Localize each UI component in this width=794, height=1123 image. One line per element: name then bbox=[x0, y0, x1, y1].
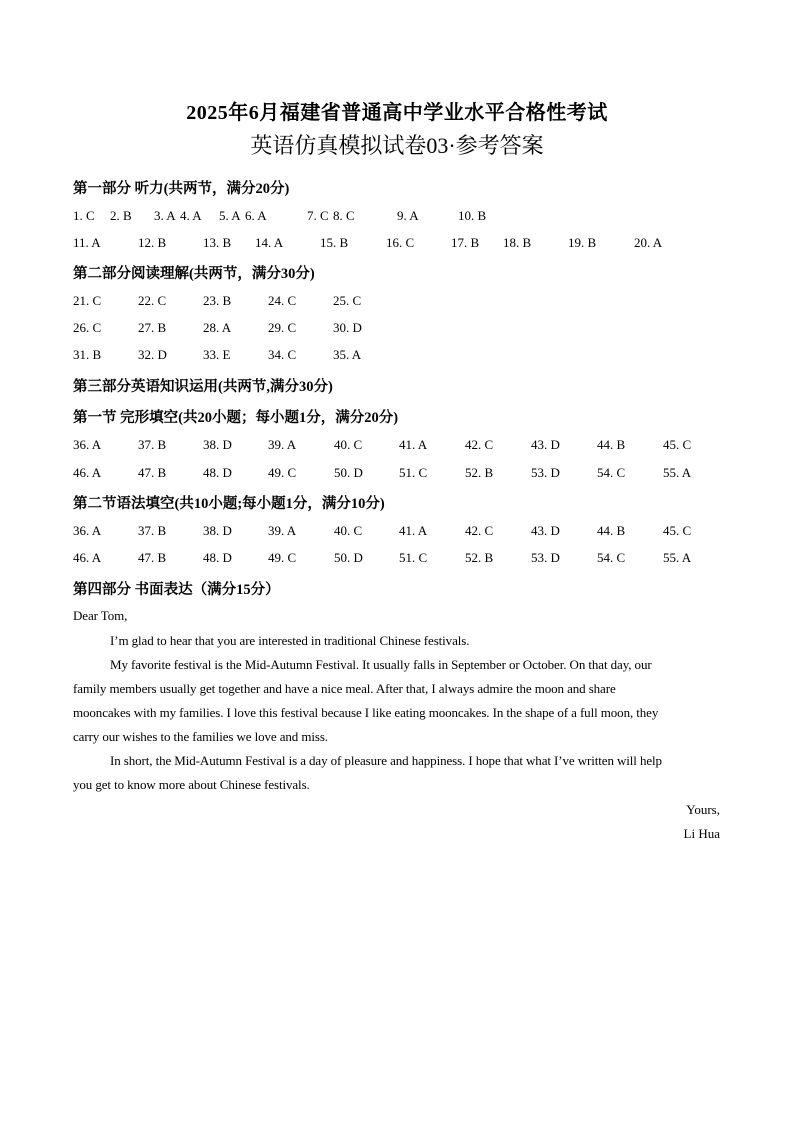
answer-item: 5. A bbox=[219, 208, 241, 223]
answer-item: 52. B bbox=[465, 465, 494, 480]
answer-item: 27. B bbox=[138, 320, 167, 335]
part3-section2-heading: 第二节语法填空(共10小题;每小题1分，满分10分) bbox=[73, 496, 385, 512]
answer-item: 37. B bbox=[138, 523, 167, 538]
letter-line: In short, the Mid-Autumn Festival is a day of pleasure and happiness. I hope that what I’ve written will help bbox=[110, 753, 662, 768]
answer-item: 18. B bbox=[503, 235, 532, 250]
answer-item: 23. B bbox=[203, 293, 232, 308]
answer-item: 17. B bbox=[451, 235, 480, 250]
answer-item: 46. A bbox=[73, 465, 102, 480]
letter-line: family members usually get together and have a nice meal. After that, I always admire the moon and share bbox=[73, 681, 616, 696]
answer-item: 40. C bbox=[334, 523, 363, 538]
answer-item: 14. A bbox=[255, 235, 284, 250]
answer-item: 37. B bbox=[138, 437, 167, 452]
answer-item: 4. A bbox=[180, 208, 202, 223]
answer-item: 31. B bbox=[73, 347, 102, 362]
answer-item: 7. C bbox=[307, 208, 329, 223]
answer-item: 47. B bbox=[138, 550, 167, 565]
letter-salutation: Dear Tom, bbox=[73, 608, 128, 623]
answer-item: 10. B bbox=[458, 208, 487, 223]
letter-line: mooncakes with my families. I love this festival because I like eating mooncakes. In the shape of a full moon, they bbox=[73, 705, 659, 720]
answer-item: 45. C bbox=[663, 523, 692, 538]
part3-heading: 第三部分英语知识运用(共两节,满分30分) bbox=[73, 379, 333, 395]
answer-item: 51. C bbox=[399, 550, 428, 565]
answer-item: 44. B bbox=[597, 523, 626, 538]
answer-item: 48. D bbox=[203, 550, 232, 565]
answer-item: 34. C bbox=[268, 347, 297, 362]
answer-item: 53. D bbox=[531, 465, 560, 480]
letter-line: carry our wishes to the families we love and miss. bbox=[73, 729, 328, 744]
answer-item: 33. E bbox=[203, 347, 231, 362]
answer-item: 42. C bbox=[465, 523, 494, 538]
answer-item: 1. C bbox=[73, 208, 95, 223]
letter-closing: Yours, bbox=[686, 802, 720, 817]
part1-heading: 第一部分 听力(共两节，满分20分) bbox=[73, 181, 290, 197]
answer-item: 41. A bbox=[399, 523, 428, 538]
answer-item: 30. D bbox=[333, 320, 362, 335]
answer-item: 20. A bbox=[634, 235, 663, 250]
answer-item: 54. C bbox=[597, 465, 626, 480]
answer-item: 13. B bbox=[203, 235, 232, 250]
part3-section1-heading: 第一节 完形填空(共20小题；每小题1分，满分20分) bbox=[73, 410, 399, 426]
answer-item: 36. A bbox=[73, 437, 102, 452]
answer-item: 50. D bbox=[334, 465, 363, 480]
answer-item: 41. A bbox=[399, 437, 428, 452]
answer-item: 8. C bbox=[333, 208, 355, 223]
page-title: 2025年6月福建省普通高中学业水平合格性考试 bbox=[186, 102, 608, 124]
answer-item: 52. B bbox=[465, 550, 494, 565]
answer-item: 15. B bbox=[320, 235, 349, 250]
answer-item: 25. C bbox=[333, 293, 362, 308]
answer-item: 38. D bbox=[203, 437, 232, 452]
letter-signature: Li Hua bbox=[683, 826, 720, 841]
answer-item: 9. A bbox=[397, 208, 419, 223]
answer-item: 21. C bbox=[73, 293, 102, 308]
answer-item: 19. B bbox=[568, 235, 597, 250]
answer-item: 35. A bbox=[333, 347, 362, 362]
answer-item: 42. C bbox=[465, 437, 494, 452]
answer-item: 29. C bbox=[268, 320, 297, 335]
answer-item: 3. A bbox=[154, 208, 176, 223]
answer-item: 51. C bbox=[399, 465, 428, 480]
answer-item: 32. D bbox=[138, 347, 167, 362]
answer-item: 11. A bbox=[73, 235, 101, 250]
letter-line: I’m glad to hear that you are interested in traditional Chinese festivals. bbox=[110, 633, 470, 648]
letter-line: you get to know more about Chinese festivals. bbox=[73, 777, 310, 792]
answer-item: 6. A bbox=[245, 208, 267, 223]
answer-item: 16. C bbox=[386, 235, 415, 250]
part4-heading: 第四部分 书面表达（满分15分） bbox=[73, 582, 280, 598]
answer-item: 12. B bbox=[138, 235, 167, 250]
letter-line: My favorite festival is the Mid-Autumn Festival. It usually falls in September or October. On that day, our bbox=[110, 657, 652, 672]
answer-item: 47. B bbox=[138, 465, 167, 480]
answer-item: 43. D bbox=[531, 437, 560, 452]
answer-item: 22. C bbox=[138, 293, 167, 308]
answer-item: 45. C bbox=[663, 437, 692, 452]
answer-item: 40. C bbox=[334, 437, 363, 452]
answer-item: 39. A bbox=[268, 523, 297, 538]
part2-heading: 第二部分阅读理解(共两节，满分30分) bbox=[73, 266, 315, 282]
answer-item: 24. C bbox=[268, 293, 297, 308]
answer-item: 49. C bbox=[268, 550, 297, 565]
answer-item: 36. A bbox=[73, 523, 102, 538]
answer-item: 48. D bbox=[203, 465, 232, 480]
answer-item: 38. D bbox=[203, 523, 232, 538]
answer-item: 28. A bbox=[203, 320, 232, 335]
answer-item: 55. A bbox=[663, 550, 692, 565]
answer-item: 43. D bbox=[531, 523, 560, 538]
page-subtitle: 英语仿真模拟试卷03·参考答案 bbox=[250, 133, 544, 158]
answer-item: 53. D bbox=[531, 550, 560, 565]
answer-item: 49. C bbox=[268, 465, 297, 480]
answer-item: 50. D bbox=[334, 550, 363, 565]
answer-item: 2. B bbox=[110, 208, 132, 223]
answer-item: 55. A bbox=[663, 465, 692, 480]
answer-item: 44. B bbox=[597, 437, 626, 452]
answer-item: 26. C bbox=[73, 320, 102, 335]
answer-item: 39. A bbox=[268, 437, 297, 452]
answer-item: 54. C bbox=[597, 550, 626, 565]
answer-item: 46. A bbox=[73, 550, 102, 565]
